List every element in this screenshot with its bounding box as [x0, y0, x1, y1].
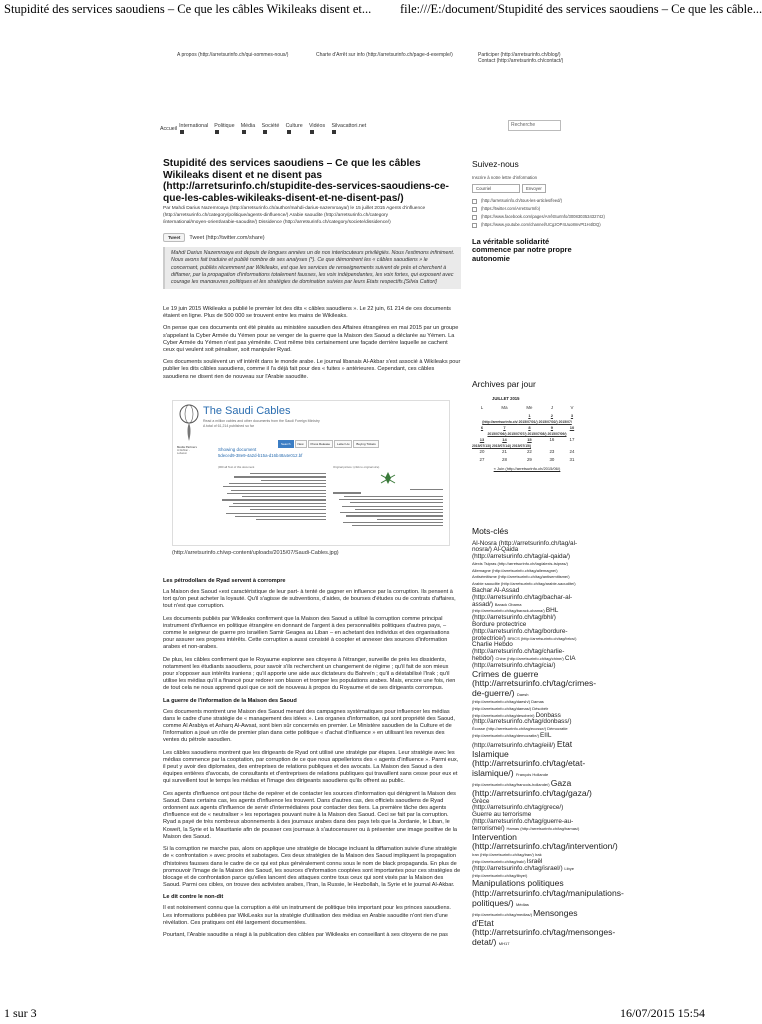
calendar-day: 24 [569, 449, 575, 454]
tag-link[interactable]: Arabie saoudite (http://arretsurinfo.ch/tag/arabie-saoudite/) [472, 581, 576, 587]
article-meta: Par Mahdi Darius Nazemroaya (http://arretsurinfo.ch/author/mahdi-darius-nazemroaya/) le 15 juillet 2015 Agents d'influence (http://arretsurinfo.ch/category/politique/agents-dinfluence/) Arabie saoudite (http://arretsurinfo.ch/category /international/moyen-orient/arabie-saoudite/) Dissidence (http://arretsurinfo.ch/category/societe/dissidence/) [163, 206, 426, 225]
rss-icon [472, 199, 477, 204]
main-nav-item[interactable]: Accueil [160, 126, 178, 132]
article-title[interactable]: Stupidité des services saoudiens – Ce que les câbles Wikileaks disent et ne disent pas (http://arretsurinfo.ch/stupidite-des-services-saoudiens-ce-que-les-cables-wikileaks-disent-et-ne-disent-pas/) [163, 158, 449, 204]
tag-link[interactable]: Manipulations politiques (http://arretsurinfo.ch/tag/manipulations-politiques/) [472, 878, 624, 908]
paragraph: On pense que ces documents ont été piratés au ministère saoudien des Affaires étrangères en mai 2015 par un groupe s'appelant la Cyber Armée du Yémen pour se venger de la guerre que la Maison des Saoud a déclarée au Yémen. La Cyber Armée du Yémen n'est pas yéménite. C'est même très certainement une façade derrière laquelle se cachent ceux qui veulent soit pénaliser, soit manipuler Ryad. [163, 325, 459, 354]
paragraph: De plus, les câbles confirment que le Royaume espionne ses citoyens à l'étranger, surveille de près les dissidents, notamment les étudiants saoudiens, pour savoir s'ils recherchent un changement de régime ; qu'il fait de son mieux pour s'opposer aux intérêts iraniens ; qu'il apporte une aide aux dictateurs du Bahreïn ; qu'il a déstabilisé l'Irak ; qu'il utilise les médias qu'il a financé pour redorer son blason et tromper les populations arabes. Mais, encore une fois, rien de tout cela ne nous apprend quoi que ce soit de nouveau à propos du Royaume et de ses dirigeants corrompus. [163, 656, 456, 692]
paragraph: Il est notoirement connu que la corruption a été un instrument de politique très important pour les princes saoudiens. Les informations publiées par WikiLeaks sur la stratégie d'utilisation des médias en Arabie saoudite n'ont rien d'une révélation. Ces pratiques ont été largement documentées. [163, 905, 451, 926]
saudi-cables-tagline: Read a million cables and other documents from the Saudi Foreign Ministry [203, 419, 320, 423]
wl-page-label: (000 all Text of this document [218, 465, 255, 469]
calendar-day: 27 [479, 457, 485, 462]
wl-showing-label: Showing document [218, 447, 257, 452]
chevron-down-icon [332, 130, 336, 134]
calendar-day: 29 [526, 457, 532, 462]
tag-list [472, 539, 624, 948]
calendar-day[interactable]: 13 [479, 437, 485, 442]
main-nav-item[interactable]: Culture [286, 123, 307, 135]
facebook-icon [472, 215, 477, 220]
wl-press-button[interactable]: Press Release [308, 440, 334, 448]
saudi-cables-count: A total of 61,214 published so far [203, 424, 254, 428]
main-nav-item[interactable]: Vidéos [309, 123, 329, 135]
tweet-bar [163, 233, 461, 242]
image-caption-link[interactable]: (http://arretsurinfo.ch/wp-content/uploads/2015/07/Saudi-Cables.jpg) [172, 550, 339, 556]
paragraph: Si la corruption ne marche pas, alors on applique une stratégie de blocage incluant la diffamation suivie d'une stratégie de « confrontation » avec procès et sabotages. Ces deux stratégies de la Maison des Saoud impliquent la propagation d'histoires fausses dans le cadre de ce qui est plus généralement connu sous le nom de black propaganda. En plus de promouvoir l'image de la Maison des Saoud, les sources d'information cooptées sont importantes pour ces stratégies de blocage et de confrontation parce qu'elles lancent des attaques contre tous ceux qui sont visés par la Maison des Saoud. Parmi ces cibles, on trouve des activistes arabes, l'Iran, la Russie, le Hezbollah, la Syrie et le journal Al-Akbar. [163, 846, 461, 889]
paragraph: Ces documents montrent une Maison des Saoud menant des campagnes systématiques pour influencer les médias dans le cadre d'une stratégie de « management des idées ». Les organes d'information, qui sont propriété des Saoud, comme Al Arabiya et Asharq Al-Awsat, sont bien sûr concernés en premier. Le Ministère saoudien de la Culture et de l'information a joué un rôle de premier plan dans cette politique « d'achat d'influence » en utilisant les revenus des ventes du pétrole saoudien. [163, 708, 455, 744]
tag-link[interactable]: Iran (http://arretsurinfo.ch/tag/iran/) [472, 852, 535, 858]
calendar-day[interactable]: 10 [569, 425, 575, 430]
calendar-day[interactable]: 1 [528, 413, 531, 418]
tag-link[interactable]: Bachar Al-Assad (http://arretsurinfo.ch/tag/bachar-al-assad/) [472, 587, 573, 608]
wl-document-text [218, 471, 326, 545]
archives-title: Archives par jour [472, 379, 536, 389]
tag-link[interactable]: Barack Obama (http://arretsurinfo.ch/tag/barack-obama/) [472, 601, 546, 614]
tag-link[interactable]: Irak (http://arretsurinfo.ch/tag/irak/) [472, 852, 542, 864]
calendar-day: 20 [479, 449, 485, 454]
calendar: L Ma Me J V 1 2 3 (http://arretsurinfo.ch/ 2015/07/01/) 2015/07/02/) 2015/07/ 6 7 8 9 10 2015/07/06/) 2015/07/07/) 2015/07/08/) 2015/07/09/) 13 14 15 16 17 2015/07/13/) 2015/07/14/) 2015/07/15/) 20 21 22 23 24 27 28 29 30 31 [472, 404, 582, 464]
paragraph: Ces documents soulèvent un vif intérêt dans le monde arabe. Le journal libanais Al-Akbar s'est associé à Wikileaks pour publier les dits câbles saoudiens, comme il l'a déjà fait pour des « fuites » antérieures. Cependant, ces câbles saoudiens ne disent rien de nouveau sur l'Arabie saoudite. [163, 359, 461, 380]
tag-link[interactable]: Grèce (http://arretsurinfo.ch/tag/grece/) [472, 797, 564, 812]
calendar-day: 21 [502, 449, 507, 454]
tag-link[interactable]: BRICS (http://arretsurinfo.ch/tag/brics/) [507, 635, 577, 641]
tag-link[interactable]: Guerre au terrorisme (http://arretsurinfo.ch/tag/guerre-au-terrorisme/) [472, 811, 574, 832]
follow-rss[interactable]: (http://arretsurinfo.ch/tous-les-articles/feed/) [472, 198, 580, 204]
calendar-day: 31 [569, 457, 575, 462]
tag-link[interactable]: Alexis Tsipras (http://arretsurinfo.ch/tag/alexis-tsipras/) [472, 560, 568, 566]
tag-link[interactable]: Libye (http://arretsurinfo.ch/tag/libye/) [472, 865, 574, 878]
main-nav-item[interactable]: Média [241, 123, 260, 135]
tag-link[interactable]: Donbass (http://arretsurinfo.ch/tag/donbass/) [472, 711, 572, 726]
wl-doc-id[interactable]: 5deced9-38e9-4a2d-b15a-d16b48a4e012.bf [218, 453, 303, 458]
print-header-path: file:///E:/document/Stupidité des services saoudiens – Ce que les câble... [400, 2, 762, 16]
youtube-icon [472, 223, 477, 228]
wl-new-button[interactable]: New [295, 440, 307, 448]
tag-link[interactable]: Démocratie (http://arretsurinfo.ch/tag/democratie/) [472, 726, 568, 739]
tag-link[interactable]: Al-Qaida (http://arretsurinfo.ch/tag/al-qaida/) [472, 546, 571, 561]
calendar-day: 28 [502, 457, 507, 462]
tag-link[interactable]: François Hollande (http://arretsurinfo.ch/tag/francois-hollande/) [472, 772, 551, 787]
main-nav-item[interactable]: Silvacattori.net [331, 123, 370, 135]
tag-link[interactable]: Al-Nosra (http://arretsurinfo.ch/tag/al-nosra/) [472, 539, 578, 554]
saudi-cables-toolbar [278, 432, 380, 450]
chevron-down-icon [287, 130, 291, 134]
saudi-cables-image[interactable] [172, 400, 450, 546]
calendar-prev-link[interactable]: « Juin (http://arretsurinfo.ch/2015/06/) [493, 465, 561, 471]
send-button[interactable]: Envoyer [522, 184, 546, 193]
chevron-down-icon [180, 130, 184, 134]
follow-youtube[interactable]: (https://www.youtube.com/channel/UCgzOP4Uuo8mvPt1H4lDQ) [472, 222, 580, 228]
sidebar [472, 159, 605, 263]
calendar-links-row[interactable]: 2015/07/13/) 2015/07/14/) 2015/07/15/) [472, 443, 532, 448]
tags-cloud [472, 526, 624, 1015]
tag-link[interactable]: Bordure protectrice (http://arretsurinfo.ch/tag/bordure-protectrice/) [472, 621, 568, 642]
calendar-day: 17 [569, 437, 575, 442]
article-body-intro [163, 306, 461, 386]
search-input[interactable]: Recherche [508, 120, 561, 131]
tag-link[interactable]: Intervention (http://arretsurinfo.ch/tag/intervention/) [472, 831, 618, 852]
email-field[interactable]: Courriel [472, 184, 520, 193]
calendar-day[interactable]: 15 [527, 437, 532, 442]
chevron-down-icon [215, 130, 219, 134]
newsletter-label: Inscrire à notre lettre d'information [472, 174, 538, 180]
solidarity-title: La véritable solidarité commence par notre propre autonomie [472, 236, 572, 263]
tag-link[interactable]: Chine (http://arretsurinfo.ch/tag/chine/) [495, 656, 565, 662]
main-nav-item[interactable]: Société [262, 123, 284, 135]
chevron-down-icon [242, 130, 246, 134]
calendar-links-row[interactable]: (http://arretsurinfo.ch/ 2015/07/01/) 2015/07/02/) 2015/07/ [482, 419, 572, 424]
wl-letter-button[interactable]: Letter Hu [334, 440, 352, 448]
calendar-month: JUILLET 2015 [492, 395, 520, 401]
archives [472, 380, 582, 471]
calendar-day: 22 [526, 449, 532, 454]
wl-sidebar: Media Partners Al Akhbar - Lebanon [177, 445, 198, 455]
calendar-day[interactable]: 9 [550, 425, 554, 430]
wl-search-button[interactable]: Search [278, 440, 294, 448]
section-heading: Les pétrodollars de Ryad servent à corrompre [163, 578, 286, 584]
tag-link[interactable]: CIA (http://arretsurinfo.ch/tag/cia/) [472, 655, 576, 669]
tag-link[interactable]: Désobéir (http://arretsurinfo.ch/tag/desobeir/) [472, 705, 549, 718]
main-nav [160, 123, 370, 135]
calendar-day[interactable]: 6 [480, 425, 484, 430]
section-heading: Le dit contre le non-dit [163, 894, 224, 901]
chevron-down-icon [263, 130, 267, 134]
calendar-day[interactable]: 2 [550, 413, 554, 418]
print-header-title: Stupidité des services saoudiens – Ce que les câbles Wikileaks disent et... [4, 2, 372, 16]
main-nav-item[interactable]: International [179, 123, 212, 135]
calendar-day: 30 [549, 457, 555, 462]
main-nav-item[interactable]: Politique [214, 123, 239, 135]
tag-link[interactable]: Charlie Hebdo (http://arretsurinfo.ch/tag/charlie-hebdo/) [472, 641, 565, 663]
calendar-day: 16 [549, 437, 555, 442]
tag-link[interactable]: EIIL (http://arretsurinfo.ch/tag/eiil/) [472, 732, 557, 749]
follow-facebook[interactable]: (https://www.facebook.com/pages/ArrêtSurInfo/300830353432742) [472, 214, 580, 220]
wikileaks-logo-icon [178, 404, 200, 442]
nav-about[interactable]: A propos (http://arretsurinfo.ch/qui-sommes-nous/) [177, 52, 289, 58]
paragraph: Le 19 juin 2015 Wikileaks a publié le premier lot des dits « câbles saoudiens ». Le 22 juin, 61 214 de ces documents étaient en ligne. Plus de 500 000 se trouvent entre les mains de Wikileaks. [163, 306, 451, 320]
emblem-icon [379, 471, 397, 485]
tag-link[interactable]: Médias (http://arretsurinfo.ch/tag/medias/) [472, 901, 534, 917]
nav-contact[interactable]: Contact (http://arretsurinfo.ch/contact/) [478, 58, 564, 64]
tweet-link[interactable]: Tweet (http://twitter.com/share) [189, 234, 265, 241]
tag-link[interactable]: Hamas (http://arretsurinfo.ch/tag/hamas/) [506, 825, 580, 831]
follow-title: Suivez-nous [472, 159, 519, 169]
footer-datetime: 16/07/2015 15:54 [620, 1006, 706, 1020]
calendar-day[interactable]: 14 [502, 437, 507, 442]
tag-link[interactable]: Mensonges d'Etat (http://arretsurinfo.ch/tag/mensonges-detat/) [472, 907, 616, 948]
chevron-down-icon [310, 130, 314, 134]
twitter-icon [472, 207, 477, 212]
nav-charte[interactable]: Charte d'Arrêt sur info (http://arretsurinfo.ch/page-d-exemple/) [316, 52, 453, 58]
tag-link[interactable]: Crimes de guerre (http://arretsurinfo.ch/tag/crimes-de-guerre/) [472, 668, 597, 699]
tag-link[interactable]: Allemagne (http://arretsurinfo.ch/tag/allemagne/) [472, 567, 558, 573]
tag-link[interactable]: MH17 [498, 941, 510, 947]
article-body-sections [163, 576, 461, 944]
tags-title: Mots-clés [472, 526, 509, 536]
wl-original-label: Original picture: (click to original size) [333, 465, 380, 469]
tag-link[interactable]: Damas (http://arretsurinfo.ch/tag/damas/) [472, 699, 544, 711]
follow-twitter[interactable]: (https://twitter.com/ArretSurInfo) [472, 206, 580, 212]
tag-link[interactable]: BHL (http://arretsurinfo.ch/tag/bhl/) [472, 607, 559, 622]
calendar-day[interactable]: 8 [528, 425, 531, 430]
calendar-day[interactable]: 7 [503, 425, 506, 430]
tag-link[interactable]: Écosse (http://arretsurinfo.ch/tag/ecosse/) [472, 726, 548, 732]
tag-link[interactable]: Antisémitisme (http://arretsurinfo.ch/tag/antisemitisme/) [472, 574, 570, 580]
paragraph: La Maison des Saoud «est caractéristique de leur part- à tenté de gagner en influence par la corruption. Ils pensent à tort qu'on peut acheter la loyauté. Qu'il s'agisse de subventions, d'aides, de bourses d'études ou de contrats d'affaires, tout n'est que corruption. [163, 589, 456, 610]
paragraph: Ces agents d'influence ont pour tâche de repérer et de contacter les sources d'information qui dénigrent la Maison des Saoud. Dans certains cas, les agents d'influence les trouvent. Dans d'autres cas, des officiels saoudiens de Ryad ordonnent aux agents d'influence de servir d'intermédiaires pour contacter des tiers. La première tâche des agents d'influence est de « neutraliser » les reportages pouvant nuire à la Maison des Saoud. Ceci se fait par la corruption. Ryad a payé de très nombreux abonnements à des journaux arabes dans des pays tels que la Jordanie, le Liban, le Koweït, la Syrie et la Mauritanie afin de pousser ces journaux à s'autocensurer ou à présenter une image positive de la Maison des Saoud. [163, 790, 457, 840]
tag-link[interactable]: Israël (http://arretsurinfo.ch/tag/israel/) [472, 857, 565, 872]
calendar-links-row[interactable]: 2015/07/06/) 2015/07/07/) 2015/07/08/) 2015/07/09/) [487, 431, 567, 436]
tag-link[interactable]: Etat Islamique (http://arretsurinfo.ch/tag/etat-islamique/) [472, 738, 586, 779]
editor-quote: Mahdi Darius Nazemroaya est depuis de longues années un de nos interlocuteurs privilégiés. Nous l'estimons infiniment. Nous avons fait traduire et publié nombre de ses analyses (*). Ce que démontrent les « câbles saoudiens » le concernant, publiés récemment par Wikileaks, est que les services de renseignements suivent de près et cherchent à diffamer, par la propagation d'informations totalement fausses, les voix indépendantes, les voix fortes, qui exposent avec courage les manœuvres politiques et les stratégies de domination suivies par leurs Etats respectifs.[Silvia Cattori] [163, 247, 461, 289]
paragraph: Pourtant, l'Arabie saoudite a réagi à la publication des câbles par Wikileaks en conseillant à ses citoyens de ne pas [163, 931, 448, 938]
nav-participer[interactable]: Participer (http://arretsurinfo.ch/blog/) [478, 52, 561, 58]
tweet-button[interactable]: Tweet [163, 233, 185, 242]
wl-original-scan [333, 471, 443, 545]
tag-link[interactable]: Gaza (http://arretsurinfo.ch/tag/gaza/) [472, 778, 592, 798]
wl-tickets-button[interactable]: Buying Tickets [353, 440, 378, 448]
calendar-day: 23 [549, 449, 555, 454]
paragraph: Les documents publiés par Wikileaks confirment que la Maison des Saoud a utilisé la corruption comme principal instrument d'influence en politique étrangère en donnant de l'argent à des personnalités politiques d'autres pays, – comme le seigneur de guerre pro israélien Samir Geagea au Liban – en achetant des individus et des organisations pour assurer ses propres intérêts. Cette corruption a aussi consisté à coopter et annexer des sources d'information arabes et non-arabes. [163, 615, 450, 651]
footer-page: 1 sur 3 [4, 1006, 37, 1020]
paragraph: Les câbles saoudiens montrent que les dirigeants de Ryad ont utilisé une stratégie par étapes. Leur stratégie avec les médias commence par la cooptation, par corruption de ce que nous appellerions des « agents d'influence ». Parmi eux, il peut y avoir des diplomates, des entreprises de relations publiques et des avocats. La Maison des Saoud a des équipes entières d'avocats, de consultants et d'entreprises de relations publiques qui travaillent sans cesse pour eux et qui surveillent tout le temps les médias et l'image des dirigeants saoudiens qu'ils offrent au public. [163, 749, 459, 785]
tag-link[interactable]: Daesh (http://arretsurinfo.ch/tag/daesh/) [472, 692, 532, 705]
section-heading: La guerre de l'information de la Maison des Saoud [163, 697, 297, 704]
saudi-cables-site-title: The Saudi Cables [203, 405, 291, 417]
calendar-day[interactable]: 3 [570, 413, 574, 418]
